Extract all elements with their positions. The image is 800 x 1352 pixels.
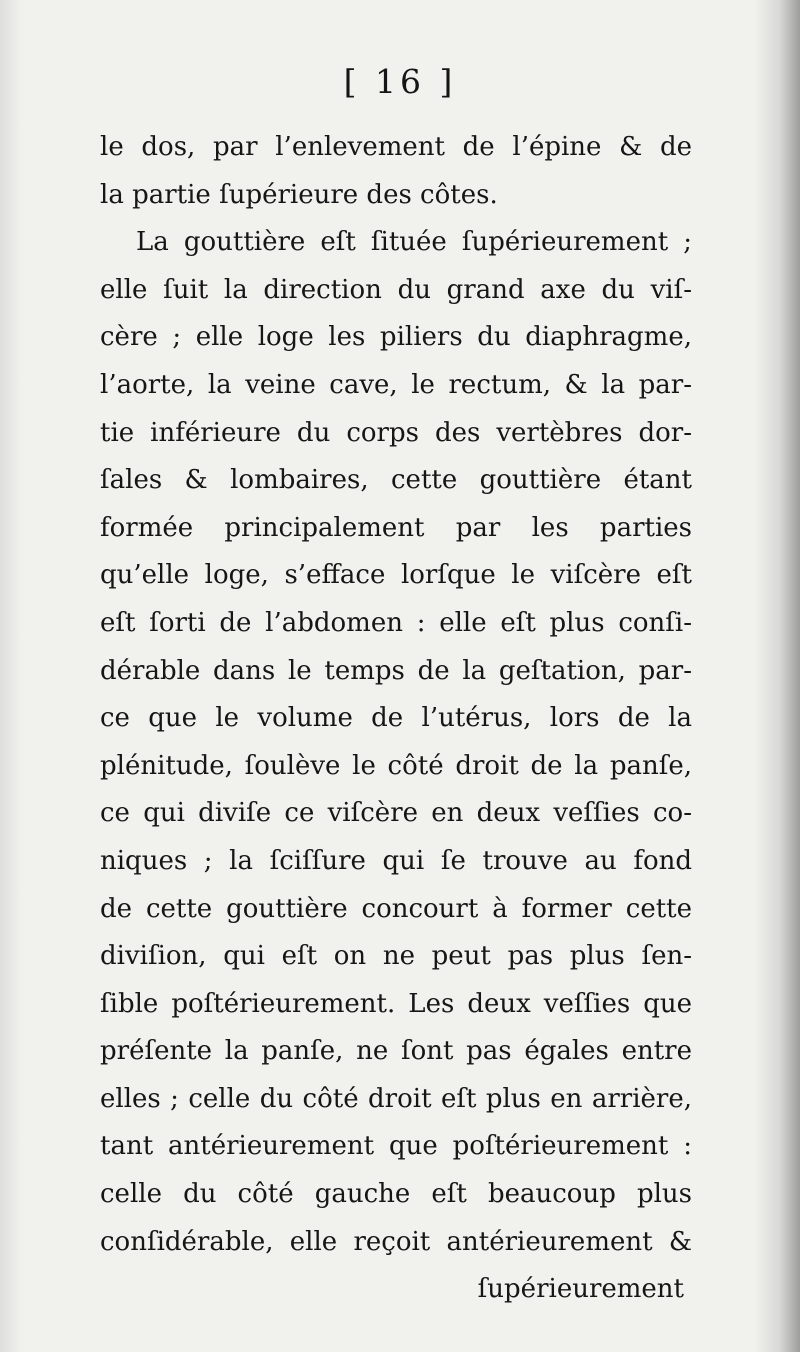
text-line: diviſion, qui eſt on ne peut pas plus ſen- (100, 941, 692, 972)
text-line: tie inférieure du corps des vertèbres dor- (100, 417, 692, 448)
text-line: ſales & lombaires, cette gouttière étant (100, 465, 692, 496)
page-left-shadow (0, 0, 22, 1352)
text-line: la partie ſupérieure des côtes. (100, 179, 498, 210)
text-line: conſidérable, elle reçoit antérieurement & (100, 1226, 692, 1257)
text-line: le dos, par l’enlevement de l’épine & de (100, 132, 692, 162)
catchword: ſupérieurement (477, 1274, 684, 1305)
text-line: dérable dans le temps de la geſtation, par- (100, 655, 692, 686)
text-line: ce qui diviſe ce viſcère en deux veſſies co- (100, 798, 692, 829)
text-line: plénitude, ſoulève le côté droit de la panſe, (100, 750, 692, 781)
text-line: eſt ſorti de l’abdomen : elle eſt plus conſi- (100, 607, 692, 638)
text-line: l’aorte, la veine cave, le rectum, & la par- (100, 369, 692, 400)
text-line: de cette gouttière concourt à former cette (100, 893, 692, 924)
page-number: [ 16 ] (343, 62, 457, 101)
text-line: formée principalement par les parties (100, 512, 692, 543)
text-line: cère ; elle loge les piliers du diaphragme, (100, 322, 692, 353)
text-line: niques ; la ſciſſure qui ſe trouve au fond (100, 845, 692, 876)
page-right-shadow (754, 0, 800, 1352)
text-line: tant antérieurement que poſtérieurement : (100, 1131, 692, 1162)
body-text (100, 124, 692, 1314)
text-line: ſible poſtérieurement. Les deux veſſies que (100, 988, 692, 1019)
text-line: qu’elle loge, s’efface lorſque le viſcère eſt (100, 560, 692, 591)
text-line: elles ; celle du côté droit eſt plus en arrière, (100, 1083, 692, 1114)
text-line: ce que le volume de l’utérus, lors de la (100, 703, 692, 734)
paragraph-start-line: La gouttière eſt ſituée ſupérieurement ; (136, 227, 692, 258)
text-line: celle du côté gauche eſt beaucoup plus (100, 1179, 692, 1210)
text-line: préſente la panſe, ne ſont pas égales entre (100, 1036, 692, 1067)
text-line: elle ſuit la direction du grand axe du viſ- (100, 274, 692, 305)
